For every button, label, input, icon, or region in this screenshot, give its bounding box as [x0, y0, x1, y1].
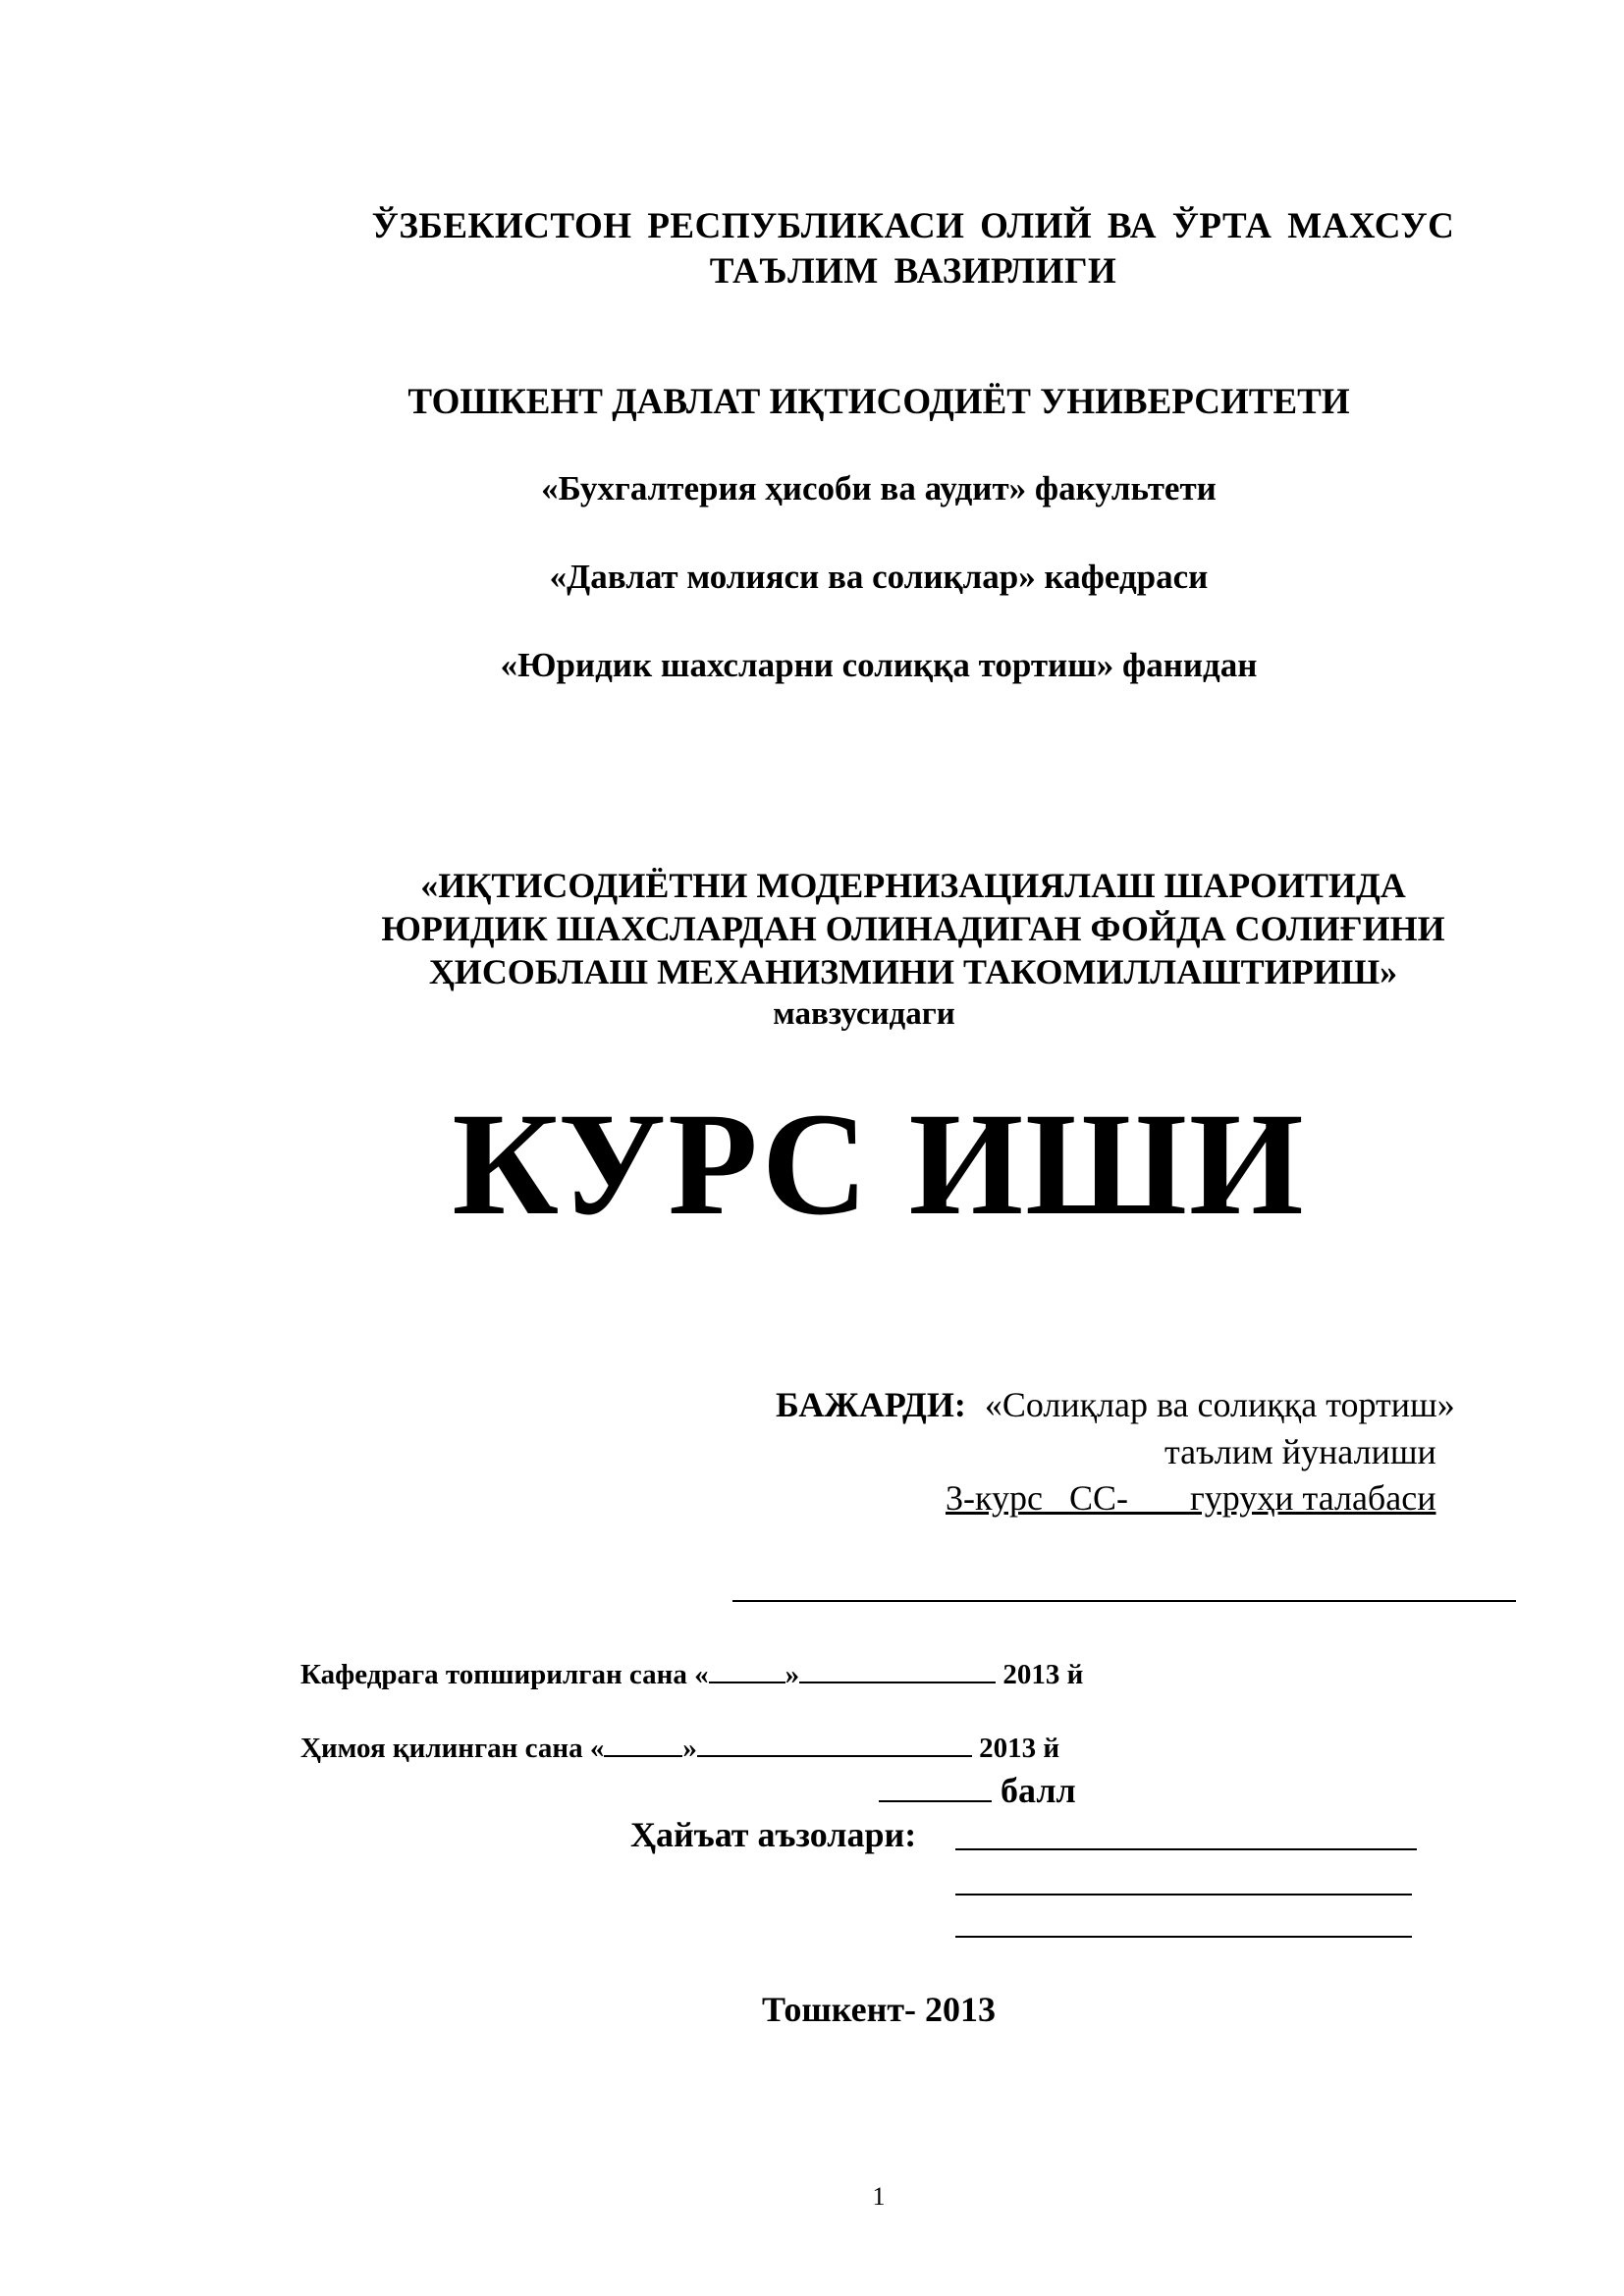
university-name: ТОШКЕНТ ДАВЛАТ ИҚТИСОДИЁТ УНИВЕРСИТЕТИ	[407, 382, 1350, 422]
commission-rule-1	[955, 1848, 1417, 1850]
topic-line-1: «ИҚТИСОДИЁТНИ МОДЕРНИЗАЦИЯЛАШ ШАРОИТИДА	[420, 866, 1406, 905]
work-title: КУРС ИШИ	[452, 1083, 1306, 1246]
score-label: балл	[1001, 1771, 1076, 1810]
performer-block	[776, 1384, 1455, 1425]
department-name: «Давлат молияси ва солиқлар» кафедраси	[549, 558, 1209, 596]
faculty-name: «Бухгалтерия ҳисоби ва аудит» факультети	[541, 469, 1217, 507]
defense-label: Ҳимоя қилинган сана «	[300, 1733, 605, 1764]
page-number: 1	[872, 2182, 886, 2211]
topic-line-3: ҲИСОБЛАШ МЕХАНИЗМИНИ ТАКОМИЛЛАШТИРИШ»	[428, 952, 1398, 991]
city-year: Тошкент- 2013	[761, 1990, 997, 2029]
submission-day-blank	[709, 1654, 785, 1683]
commission-row	[630, 1814, 916, 1855]
commission-label: Ҳайъат аъзолари:	[630, 1815, 917, 1854]
defense-year: 2013 й	[979, 1733, 1060, 1764]
subject-name: «Юридик шахсларни солиққа тортиш» фанидан	[500, 646, 1258, 684]
performer-line-2: таълим йуналиши	[1164, 1432, 1436, 1471]
submission-date-row	[300, 1654, 1083, 1691]
commission-rule-3	[955, 1936, 1412, 1938]
score-blank	[879, 1773, 992, 1802]
commission-rule-2	[955, 1894, 1412, 1896]
submission-year: 2013 й	[1002, 1659, 1084, 1690]
submission-label: Кафедрага топширилган сана «	[300, 1659, 709, 1690]
ministry-line-2: ТАЪЛИМ ВАЗИРЛИГИ	[709, 251, 1117, 292]
submission-month-blank	[799, 1654, 996, 1683]
ministry-line-1: ЎЗБЕКИСТОН РЕСПУБЛИКАСИ ОЛИЙ ВА ЎРТА МАХСУС	[371, 206, 1455, 246]
submission-mid: »	[785, 1659, 800, 1690]
defense-mid: »	[682, 1733, 697, 1764]
signature-rule	[732, 1600, 1516, 1602]
topic-suffix: мавзусидаги	[773, 996, 955, 1032]
defense-month-blank	[697, 1728, 972, 1757]
defense-date-row	[300, 1728, 1059, 1765]
performer-line-3: 3-курс СС- гуруҳи талабаси	[946, 1478, 1436, 1518]
performer-label: БАЖАРДИ:	[776, 1385, 966, 1424]
performer-direction: «Солиқлар ва солиққа тортиш»	[984, 1385, 1455, 1424]
defense-day-blank	[604, 1728, 682, 1757]
score-row	[879, 1770, 1076, 1811]
topic-line-2: ЮРИДИК ШАХСЛАРДАН ОЛИНАДИГАН ФОЙДА СОЛИҒИНИ	[381, 909, 1445, 948]
